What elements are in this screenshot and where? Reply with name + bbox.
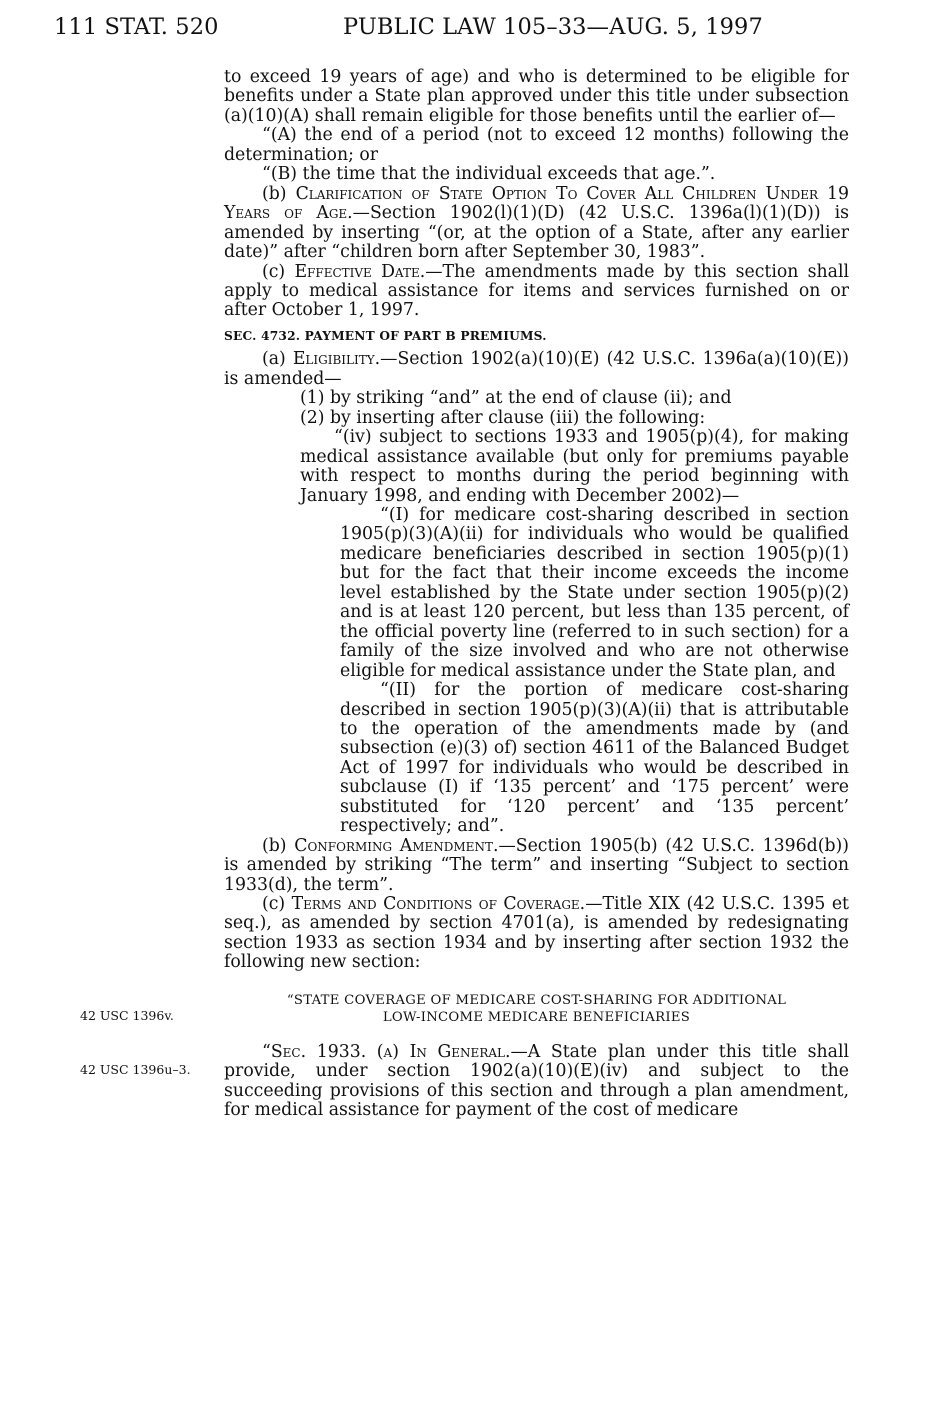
subsection-c-effective-date bbox=[224, 263, 849, 321]
new-section-heading-line1: “STATE COVERAGE OF MEDICARE COST-SHARING FOR ADDITIONAL bbox=[286, 992, 787, 1008]
subsection-label: (c) bbox=[262, 261, 295, 282]
margin-citation-1396u-3: 42 USC 1396u–3. bbox=[80, 1062, 191, 1077]
subsection-text: —Section 1902(l)(1)(D) (42 U.S.C. 1396a(l)(1)(D)) is amended by inserting “(or, at the option of a State, after any earlier date)” after “children born after September 30, 1983”. bbox=[224, 203, 850, 263]
subsection-text: —Section 1902(a)(10)(E) (42 U.S.C. 1396a(a)(10)(E)) is amended— bbox=[224, 349, 850, 389]
section-heading: SEC. 4732. PAYMENT OF PART B PREMIUMS. bbox=[224, 328, 547, 343]
subsection-b-clarification bbox=[224, 185, 849, 263]
subsection-label: (b) bbox=[262, 835, 295, 856]
subclause-I: “(I) for medicare cost-sharing described in section 1905(p)(3)(A)(ii) for individuals who would be qualified medicare beneficiaries described in section 1905(p)(1) but for the fact that their income exceeds the income level established by the State under section 1905(p)(2) and is at least 120 percent, but less than 135 percent, of the official poverty line (referred to in such section) for a family of the size involved and who are not otherwise eligible for medical assistance under the State plan, and bbox=[340, 504, 849, 681]
subclause-II: “(II) for the portion of medicare cost-sharing described in section 1905(p)(3)(A)(ii) that is attributable to the operation of the amendments made by (and subsection (e)(3) of) section 4611 of the Balanced Budget Act of 1997 for individuals who would be described in subclause (I) if ‘135 percent’ and ‘175 percent’ were substituted for ‘120 percent’ and ‘135 percent’ respectively; and”. bbox=[340, 680, 849, 837]
new-section-heading bbox=[224, 992, 849, 1026]
subsection-heading: Eligibility. bbox=[292, 349, 381, 370]
subsection-heading: Effective Date. bbox=[294, 261, 426, 282]
section-label: “Sec. 1933. (a) bbox=[262, 1041, 410, 1062]
subsection-a-eligibility bbox=[224, 350, 849, 389]
section-1933-a bbox=[224, 1043, 849, 1121]
subsection-label: (b) bbox=[262, 183, 296, 204]
subsection-heading: In General. bbox=[409, 1041, 511, 1062]
paragraph-2: (2) by inserting after clause (iii) the following: bbox=[300, 407, 706, 428]
subsection-label: (a) bbox=[262, 349, 293, 370]
margin-citation-1396v: 42 USC 1396v. bbox=[80, 1008, 174, 1023]
text-column bbox=[224, 68, 849, 1121]
paragraph-1: (1) by striking “and” at the end of clause (ii); and bbox=[300, 388, 732, 409]
paragraph-continuation: to exceed 19 years of age) and who is determined to be eligible for benefits under a State plan approved under this title under subsection (a)(10)(A) shall remain eligible for those benefits until the earlier of— bbox=[224, 67, 849, 126]
subclause-block bbox=[224, 506, 849, 837]
subsection-text: —Section 1905(b) (42 U.S.C. 1396d(b)) is amended by striking “The term” and inserting “Subject to section 1933(d), the term”. bbox=[224, 835, 849, 895]
subsection-label: (c) bbox=[262, 894, 292, 915]
subsection-c-terms bbox=[224, 895, 849, 973]
clause-iv: “(iv) subject to sections 1933 and 1905(p)(4), for making medical assistance available (but only for premiums payable with respect to months during the period beginning with January 1998, and ending with December 2002)— bbox=[300, 427, 849, 506]
subsection-text: —A State plan under this title shall provide, under section 1902(a)(10)(E)(iv) and subject to the succeeding provisions of this section and through a plan amendment, for medical assistance for payment of the cost of medicare bbox=[224, 1041, 849, 1121]
subsection-text: —Title XIX (42 U.S.C. 1395 et seq.), as amended by section 4701(a), is amended by redesignating section 1933 as section 1934 and by inserting after section 1932 the following new section: bbox=[224, 894, 850, 973]
running-head: PUBLIC LAW 105–33—AUG. 5, 1997 bbox=[343, 14, 763, 40]
subsection-heading: Clarification of State Option To Cover All Children Under 19 Years of Age. bbox=[224, 183, 849, 224]
clause-a: “(A) the end of a period (not to exceed 12 months) following the determination; or bbox=[224, 125, 849, 165]
subsection-text: —The amendments made by this section shall apply to medical assistance for items and services furnished on or after October 1, 1997. bbox=[224, 261, 850, 321]
subsection-heading: Terms and Conditions of Coverage. bbox=[291, 894, 586, 915]
page-number-header: 111 STAT. 520 bbox=[54, 14, 219, 40]
subsection-heading: Conforming Amendment. bbox=[294, 835, 499, 856]
new-section-heading-line2: LOW-INCOME MEDICARE BENEFICIARIES bbox=[382, 1009, 691, 1025]
clause-b: “(B) the time that the individual exceeds that age.”. bbox=[262, 164, 716, 185]
subsection-b-conforming bbox=[224, 837, 849, 895]
